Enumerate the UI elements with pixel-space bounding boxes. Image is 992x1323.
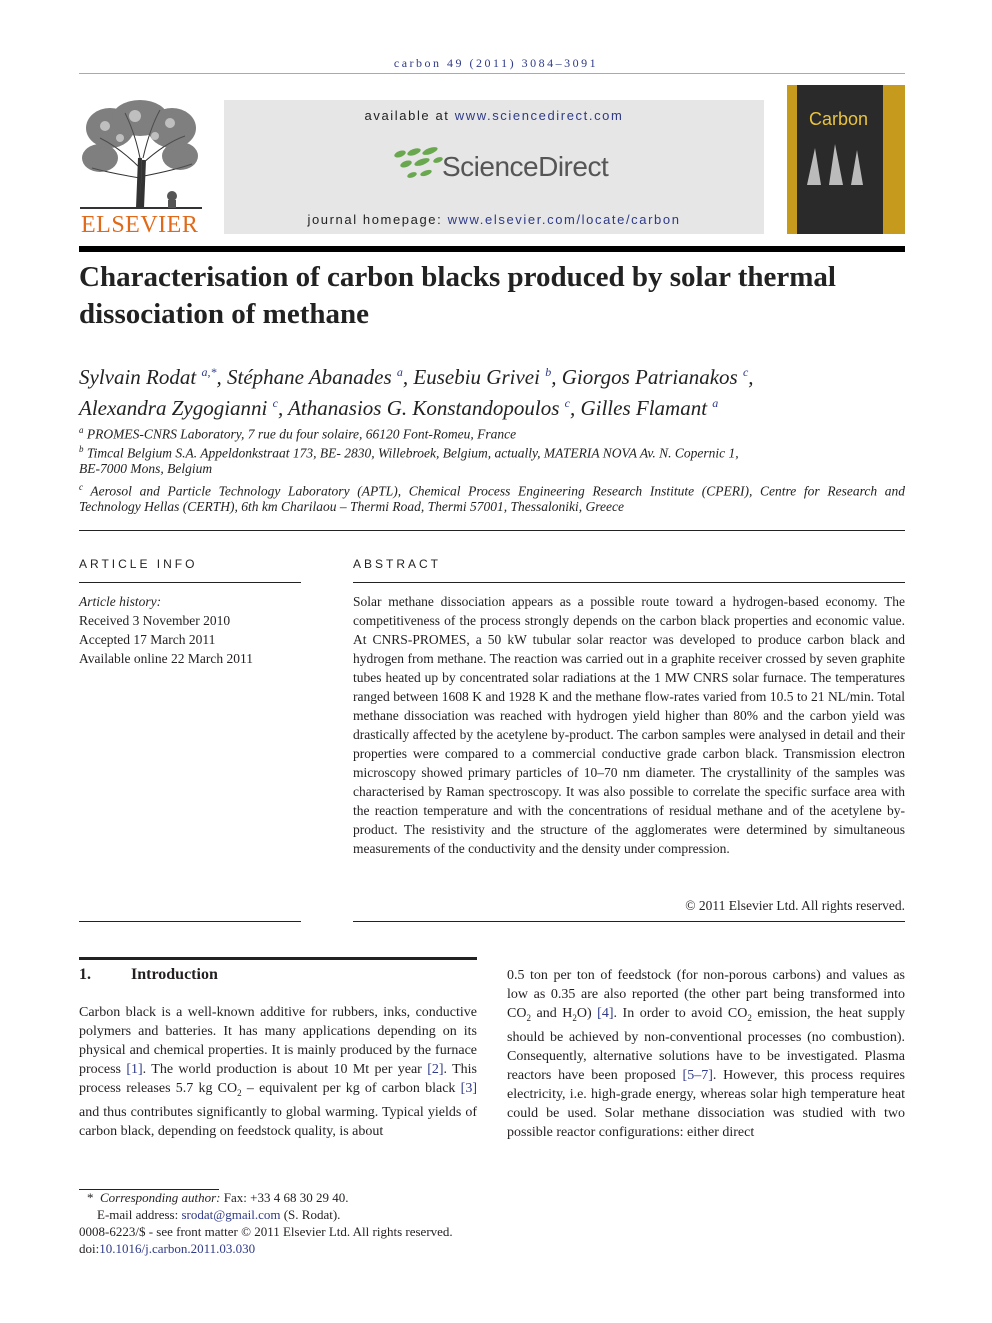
issn-line: 0008-6223/$ - see front matter © 2011 Elsevier Ltd. All rights reserved. — [79, 1224, 453, 1239]
affiliation-a: $^a$ PROMES-CNRS Laboratory, 7 rue du four solaire, 66120 Font-Romeu, France — [79, 425, 517, 442]
received-date: Received 3 November 2010 — [79, 613, 231, 628]
abstract-text: Solar methane dissociation appears as a possible route toward a hydrogen-based economy. The competitiveness of the process strongly depends on the carbon black properties and economic value. At CNRS-PROMES, a 50 kW tubular solar reactor was developed to produce carbon black and hydrogen from methane. The reaction was carried out in a graphite receiver crossed by seven graphite tubes heated up by concentrated solar radiations at the 1 MW CNRS solar furnace. The temperatures ranged between 1608 K and 1928 K and the methane flow-rates varied from 10.5 to 21 NL/min. Total methane dissociation was reached with hydrogen yield higher than 80% and the carbon yield was drastically affected by the acetylene by-product. The carbon samples were analysed in detail and their properties were compared to a commercial conductive grade carbon black. Transmission electron microscopy showed primary particles of 10–70 nm diameter. The crystallinity of the samples was characterised by Raman spectroscopy. It was also possible to correlate the specific surface area with the reaction temperature and with the concentrations of residual methane and of the acetylene by-product. The resistivity and the structure of the agglomerates were determined by simultaneous measurements of the conductivity and the density under compression. — [353, 594, 905, 856]
author-affil-mark[interactable]: b — [545, 365, 552, 379]
author-name[interactable]: Athanasios G. Konstandopoulos — [288, 396, 560, 420]
elsevier-wordmark: ELSEVIER — [81, 212, 199, 238]
sciencedirect-link[interactable]: www.sciencedirect.com — [454, 108, 624, 123]
homepage-prefix: journal homepage: — [307, 212, 448, 227]
article-info-rule — [79, 582, 301, 583]
author-separator: , — [748, 365, 754, 389]
author-name[interactable]: Stéphane Abanades — [226, 365, 392, 389]
abstract-bottom-rule — [353, 921, 905, 922]
email-link[interactable]: srodat@gmail.com — [181, 1207, 281, 1222]
author-separator: , — [569, 396, 581, 420]
journal-homepage-link[interactable]: www.elsevier.com/locate/carbon — [447, 212, 681, 227]
author-name[interactable]: Eusebiu Grivei — [413, 365, 540, 389]
email-note: E-mail address: srodat@gmail.com (S. Rodat). — [97, 1207, 341, 1222]
author-separator: , — [402, 365, 414, 389]
intro-right-column: 0.5 ton per ton of feedstock (for non-porous carbons) and values as low as 0.35 are also reported (the other part being transformed into $CO_2$ and $H_2O$) [4]. In order to avoid $CO_2$ emission, the heat supply should be achieved by non-conventional processes (no combustion). Consequently, alternative solutions have to be investigated. Plasma reactors have been proposed [5–7]. However, this process requires electricity, i.e. high-grade energy, whereas solar high temperature heat could be used. Solar methane dissociation was studied with two possible reactor configurations: either direct — [507, 968, 905, 1140]
abstract-rule — [353, 582, 905, 583]
citation-link[interactable]: [3] — [460, 1081, 477, 1096]
section-heading-introduction — [79, 966, 218, 984]
section-title: Introduction — [131, 966, 218, 983]
author-list — [79, 359, 909, 421]
elsevier-tree-logo — [80, 98, 202, 210]
author-affil-mark[interactable]: a — [712, 396, 719, 410]
affiliation-c: $^c$ Aerosol and Particle Technology Laboratory (APTL), Chemical Process Engineering Research Institute (CPERI), Centre for Research and — [79, 482, 905, 499]
citation-link[interactable]: [1] — [126, 1062, 143, 1077]
journal-homepage-line — [224, 212, 764, 227]
author-line-1 — [79, 359, 909, 390]
cover-title: Carbon — [809, 109, 869, 129]
header-thick-rule — [79, 246, 905, 252]
author-affil-mark[interactable]: a,* — [201, 365, 217, 379]
article-history — [79, 592, 301, 668]
author-affil-mark[interactable]: a — [396, 365, 403, 379]
journal-reference: carbon 49 (2011) 3084–3091 — [393, 56, 599, 70]
citation-link[interactable]: [4] — [597, 1006, 614, 1021]
section-rule — [79, 957, 477, 960]
citation-link[interactable]: [2] — [427, 1062, 444, 1077]
affiliation-divider — [79, 530, 905, 531]
author-separator: , — [277, 396, 289, 420]
author-name[interactable]: Alexandra Zygogianni — [79, 396, 268, 420]
author-line-2 — [79, 390, 909, 421]
affiliation-c-cont: Technology Hellas (CERTH), 6th km Charilaou – Thermi Road, Thermi 57001, Thessaloniki, Greece — [79, 499, 624, 514]
author-name[interactable]: Gilles Flamant — [580, 396, 708, 420]
author-separator: , — [551, 365, 562, 389]
abstract-copyright: © 2011 Elsevier Ltd. All rights reserved. — [685, 898, 905, 913]
affiliation-b-cont: BE-7000 Mons, Belgium — [79, 461, 213, 476]
intro-left-column: Carbon black is a well-known additive for rubbers, inks, conductive polymers and batteries. It has many applications depending on its physical and chemical properties. It is mainly produced by the furnace process [1]. The world production is about 10 Mt per year [2]. This process releases 5.7 kg $CO_2$ – equivalent per kg of carbon black [3] and thus contributes significantly to global warming. Typical yields of carbon black, depending on feedstock quality, is about — [79, 1005, 477, 1139]
online-date: Available online 22 March 2011 — [79, 651, 253, 666]
citation-link[interactable]: [5–7] — [682, 1067, 713, 1083]
author-affil-mark[interactable]: c — [742, 365, 749, 379]
section-number: 1. — [79, 966, 91, 983]
available-prefix: available at — [364, 108, 455, 123]
doi-line: doi:10.1016/j.carbon.2011.03.030 — [79, 1241, 256, 1256]
author-separator: , — [216, 365, 227, 389]
abstract-heading: ABSTRACT — [353, 557, 442, 571]
doi-link[interactable]: 10.1016/j.carbon.2011.03.030 — [99, 1241, 256, 1256]
author-name[interactable]: Giorgos Patrianakos — [561, 365, 738, 389]
accepted-date: Accepted 17 March 2011 — [79, 632, 216, 647]
available-at-line — [224, 108, 764, 123]
header-rule — [79, 73, 905, 74]
sciencedirect-wordmark: ScienceDirect — [442, 151, 609, 182]
affiliation-b: $^b$ Timcal Belgium S.A. Appeldonkstraat 173, BE- 2830, Willebroek, Belgium, actually, MATERIA NOVA Av. N. Copernic 1, — [79, 444, 739, 461]
article-info-heading: ARTICLE INFO — [79, 557, 198, 571]
journal-cover-thumbnail — [787, 85, 905, 234]
corresponding-author-note: * Corresponding author: Fax: +33 4 68 30 29 40. — [87, 1190, 349, 1205]
author-affil-mark[interactable]: c — [272, 396, 278, 410]
article-info-bottom-rule — [79, 921, 301, 922]
sciencedirect-logo-icon — [392, 146, 444, 182]
author-affil-mark[interactable]: c — [564, 396, 570, 410]
author-name[interactable]: Sylvain Rodat — [79, 365, 197, 389]
history-label: Article history: — [79, 594, 162, 609]
article-title: Characterisation of carbon blacks produced by solar thermal dissociation of methane — [79, 261, 836, 330]
